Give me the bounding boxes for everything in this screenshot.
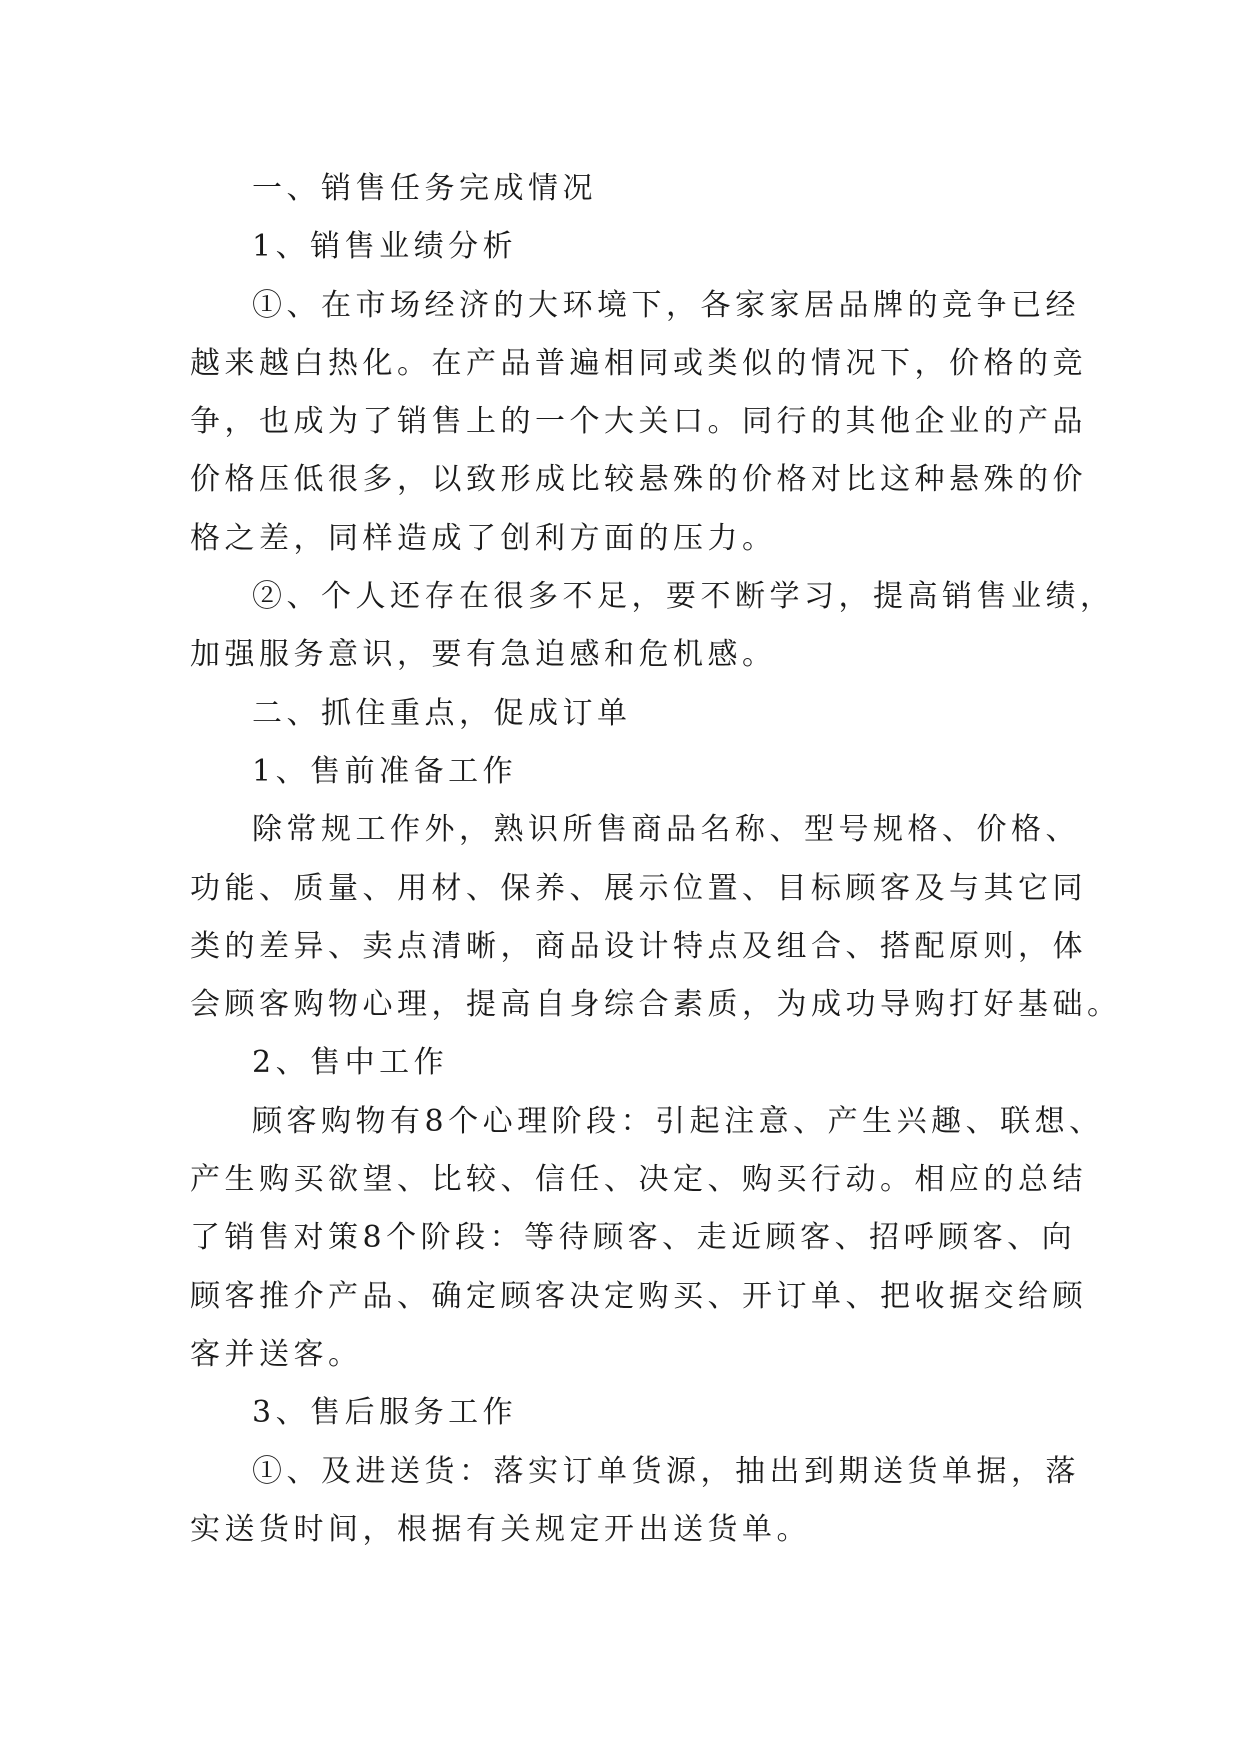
text-line: 顾客推介产品、确定顾客决定购买、开订单、把收据交给顾 (190, 1278, 1087, 1314)
text-line: ①、及进送货：落实订单货源，抽出到期送货单据，落 (252, 1453, 1080, 1489)
text-line: 二、抓住重点，促成订单 (252, 695, 632, 731)
document-page (190, 160, 1122, 1559)
text-line: 格之差，同样造成了创利方面的压力。 (190, 520, 777, 556)
paragraph (190, 801, 1122, 1034)
paragraph (190, 218, 1050, 276)
text-line: 越来越白热化。在产品普遍相同或类似的情况下，价格的竞 (190, 345, 1087, 381)
paragraph (190, 160, 1050, 218)
text-line: 一、销售任务完成情况 (252, 171, 597, 206)
text-line: 实送货时间，根据有关规定开出送货单。 (190, 1511, 811, 1547)
text-line: 2、售中工作 (252, 1045, 449, 1081)
text-line: 1、售前准备工作 (252, 753, 518, 789)
text-line: 除常规工作外，熟识所售商品名称、型号规格、价格、 (252, 812, 1080, 848)
text-line: 顾客购物有8个心理阶段：引起注意、产生兴趣、联想、 (252, 1103, 1104, 1139)
text-line: 加强服务意识，要有急迫感和危机感。 (190, 637, 777, 673)
text-line: 类的差异、卖点清晰，商品设计特点及组合、搭配原则，体 (190, 928, 1087, 964)
paragraph (190, 568, 1115, 685)
text-line: ①、在市场经济的大环境下，各家家居品牌的竞争已经 (252, 287, 1080, 323)
text-line: 产生购买欲望、比较、信任、决定、购买行动。相应的总结 (190, 1162, 1087, 1198)
text-line: 争，也成为了销售上的一个大关口。同行的其他企业的产品 (190, 404, 1087, 440)
text-line: 客并送客。 (190, 1336, 363, 1372)
text-line: 会顾客购物心理，提高自身综合素质，为成功导购打好基础。 (190, 987, 1122, 1023)
text-line: 3、售后服务工作 (252, 1395, 518, 1431)
text-line: 功能、质量、用材、保养、展示位置、目标顾客及与其它同 (190, 870, 1087, 906)
paragraph (190, 1034, 1050, 1092)
paragraph (190, 685, 1050, 743)
text-line: 了销售对策8个阶段：等待顾客、走近顾客、招呼顾客、向 (190, 1220, 1077, 1256)
paragraph (190, 1384, 1050, 1442)
paragraph (190, 743, 1050, 801)
text-line: 价格压低很多，以致形成比较悬殊的价格对比这种悬殊的价 (190, 462, 1087, 498)
text-line: ②、个人还存在很多不足，要不断学习，提高销售业绩， (252, 579, 1115, 615)
paragraph (190, 1443, 1080, 1560)
paragraph (190, 277, 1087, 568)
text-line: 1、销售业绩分析 (252, 229, 518, 265)
paragraph (190, 1093, 1104, 1384)
